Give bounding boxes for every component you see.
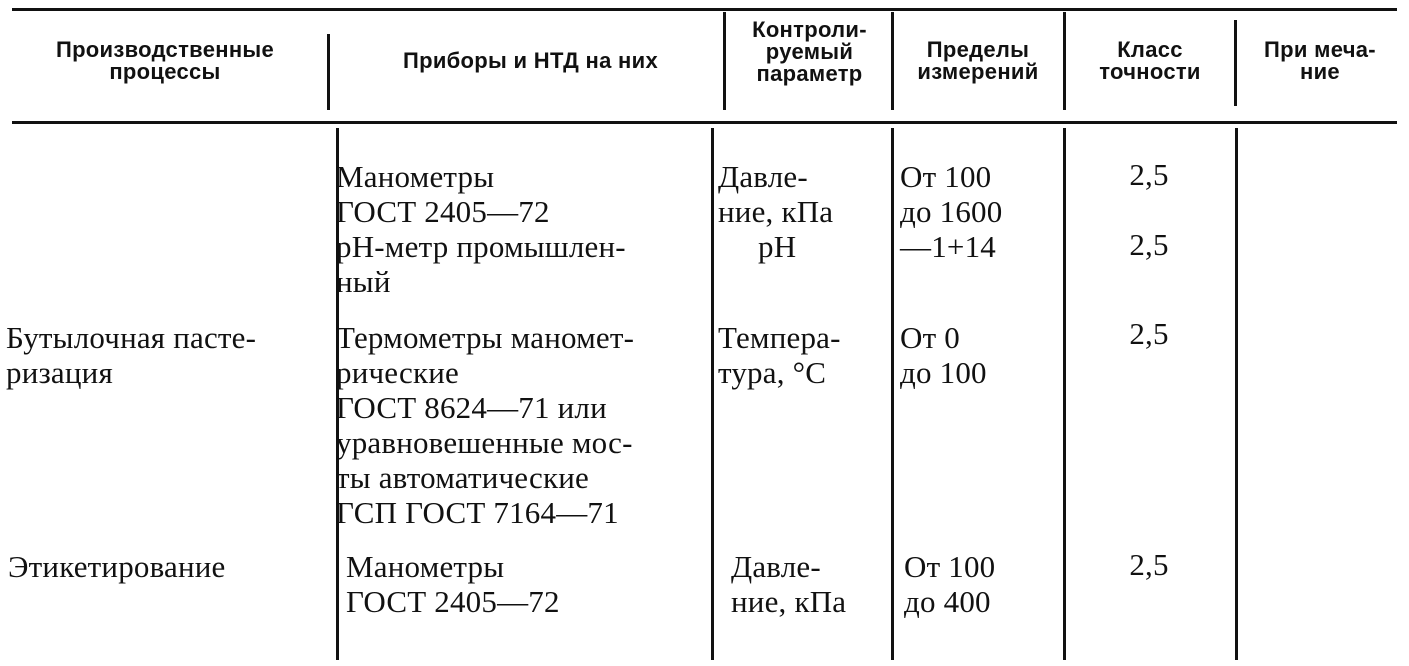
row3-process: Бутылочная пасте- ризация [6, 320, 257, 390]
row3-accuracy: 2,5 [1129, 316, 1169, 351]
row2-parameter: рН [758, 229, 797, 264]
body-divider-5 [1235, 128, 1238, 660]
header-limits: Пределы измерений [917, 37, 1039, 84]
row4-accuracy: 2,5 [1129, 547, 1169, 582]
top-rule [12, 8, 1397, 11]
header-bottom-rule [12, 121, 1397, 124]
header-divider-5 [1234, 20, 1237, 106]
row2-limits: —1+14 [900, 229, 996, 264]
row4-limits: От 100 до 400 [904, 549, 996, 619]
row3-limits: От 0 до 100 [900, 320, 987, 390]
row3-parameter: Темпера- тура, °С [718, 320, 841, 390]
header-process: Производственные процессы [55, 37, 275, 84]
row1-devices: Манометры ГОСТ 2405—72 [336, 159, 550, 229]
header-devices: Приборы и НТД на них [402, 48, 659, 73]
header-accuracy: Класс точности [1099, 37, 1201, 84]
header-parameter: Контроли- руемый параметр [752, 17, 867, 86]
row4-process: Этикетирование [8, 549, 226, 584]
row2-accuracy: 2,5 [1129, 227, 1169, 262]
header-divider-1 [327, 34, 330, 110]
header-note: При меча- ние [1264, 37, 1376, 84]
row4-devices: Манометры ГОСТ 2405—72 [346, 549, 560, 619]
row1-limits: От 100 до 1600 [900, 159, 1003, 229]
row1-accuracy: 2,5 [1129, 157, 1169, 192]
row2-devices: рН-метр промышлен- ный [336, 229, 626, 299]
row1-parameter: Давле- ние, кПа [718, 159, 834, 229]
row4-parameter: Давле- ние, кПа [731, 549, 847, 619]
header-divider-4 [1063, 12, 1066, 110]
body-divider-3 [891, 128, 894, 660]
header-divider-2 [723, 12, 726, 110]
row3-devices: Термометры маномет- рические ГОСТ 8624—71 или уравновешенные мос- ты автоматические ГСП ГОСТ 7164—71 [336, 320, 635, 530]
